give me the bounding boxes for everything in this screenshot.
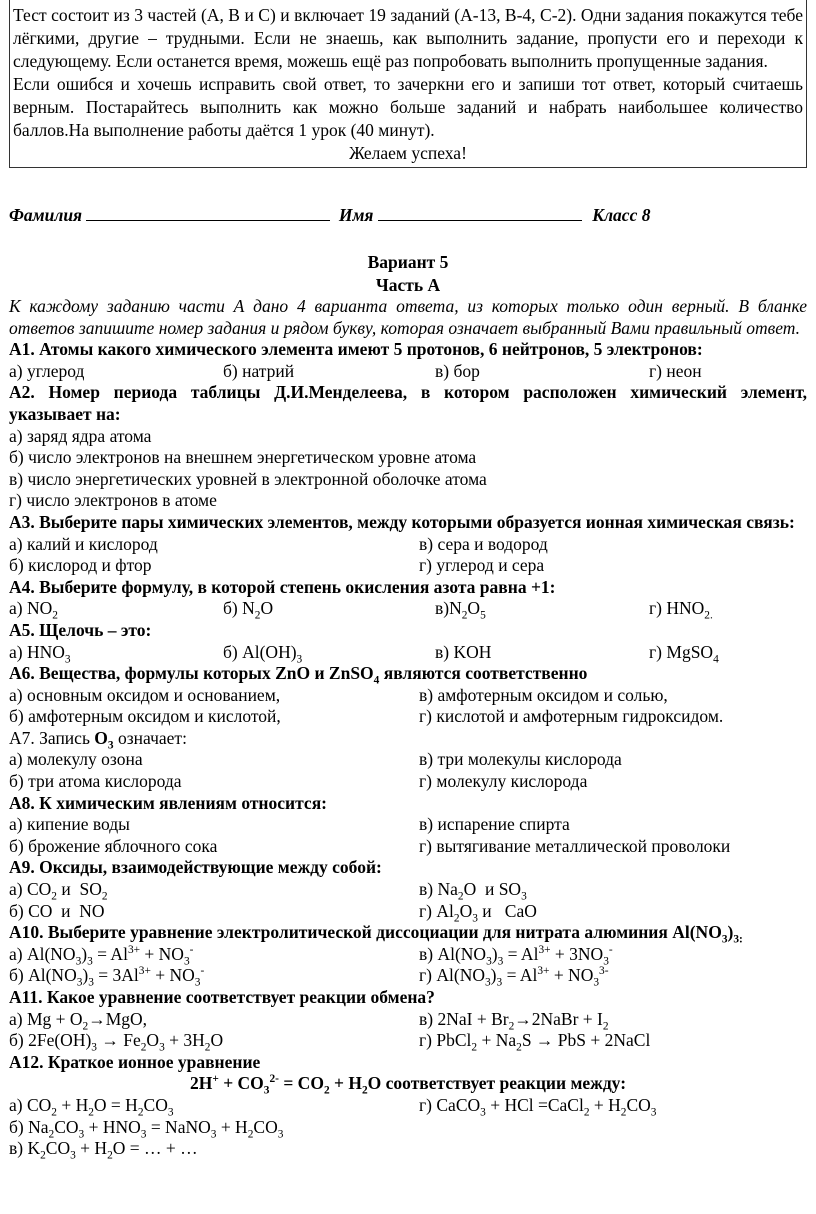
option: в) сера и водород xyxy=(419,533,548,554)
worksheet-page xyxy=(9,0,807,1160)
question-a5: А5. Щелочь – это: xyxy=(9,619,152,640)
option: а) заряд ядра атома xyxy=(9,425,152,446)
option: в) $2NaI + Br_2\to 2NaBr + I_2$ xyxy=(419,1008,609,1033)
option: г) кислотой и амфотерным гидроксидом. xyxy=(419,706,724,727)
question-a12: А12. Краткое ионное уравнение xyxy=(9,1051,261,1072)
option: в) три молекулы кислорода xyxy=(419,749,622,770)
option: б) кислород и фтор xyxy=(9,555,152,576)
question-a12-equation: $2H^+ + CO_3^{2-} = CO_2 + H_2O$ соответствует реакции между: xyxy=(189,1073,627,1097)
option: б) $Na_2CO_3 + HNO_3$ = NaNO$_3$ + $H_2CO_3$ xyxy=(9,1116,284,1141)
option: а) $Mg + O_2\to MgO$, xyxy=(9,1008,148,1033)
option: а) калий и кислород xyxy=(9,533,158,554)
option: а) $HNO_3$ xyxy=(9,641,71,665)
options-a4 xyxy=(9,598,807,620)
option: г) PbCl$_2$ + $Na_2S$ → PbS + 2NaCl xyxy=(419,1030,651,1054)
option: а) $Al(NO_3)_3 = Al^{3+} + NO_3^-$ xyxy=(9,943,194,968)
question-a6: А6. Вещества, формулы которых ZnO и ZnSO$_4$ являются соответственно xyxy=(9,663,588,687)
option: г) $Al(NO_3)_3 = Al^{3+} + NO_3^{3-}$ xyxy=(419,965,609,989)
question-a4: А4. Выберите формулу, в которой степень окисления азота равна +1: xyxy=(9,576,556,597)
option: в) испарение спирта xyxy=(419,814,570,835)
option: г) MgSO$_4$ xyxy=(649,641,719,665)
options-a10-row1 xyxy=(9,944,807,966)
option: г) $HNO_{2.}$ xyxy=(649,598,713,622)
option: б) три атома кислорода xyxy=(9,771,182,792)
option: в) амфотерным оксидом и солью, xyxy=(419,684,668,705)
question-a7: А7. Запись $O_3$ означает: xyxy=(9,727,187,752)
surname-field[interactable] xyxy=(86,206,330,221)
options-a3-row2 xyxy=(9,555,807,577)
options-a12-row1 xyxy=(9,1095,807,1117)
option: в) бор xyxy=(435,360,480,381)
options-a3-row1 xyxy=(9,534,807,556)
option: г) молекулу кислорода xyxy=(419,771,588,792)
options-a8-row2 xyxy=(9,836,807,858)
option: а) основным оксидом и основанием, xyxy=(9,684,281,705)
option: $в)N_2O_5$ xyxy=(435,598,486,622)
option: а) $NO_2$ xyxy=(9,598,58,622)
option: б) $Al(NO_3)_3 = 3Al^{3+} + NO_3^-$ xyxy=(9,965,205,989)
option: г) неон xyxy=(649,360,702,381)
option: б) $Al(OH)_3$ xyxy=(223,641,303,665)
option: г) CaCO$_3$ + HCl =CaCl$_2$ + $H_2CO_3$ xyxy=(419,1094,657,1119)
option: в) KOH xyxy=(435,641,492,662)
question-a3: А3. Выберите пары химических элементов, между которыми образуется ионная химическая связь: xyxy=(9,511,795,532)
options-a6-row2 xyxy=(9,706,807,728)
options-a9-row1 xyxy=(9,879,807,901)
option: г) углерод и сера xyxy=(419,555,545,576)
part-title: Часть А xyxy=(375,275,441,295)
option: г) вытягивание металлической проволоки xyxy=(419,835,731,856)
options-a7-row1 xyxy=(9,749,807,771)
question-a1: А1. Атомы какого химического элемента имеют 5 протонов, 6 нейтронов, 5 электронов: xyxy=(9,339,703,360)
question-a2: А2. Номер периода таблицы Д.И.Менделеева, в котором расположен химический элемент, указывает на: xyxy=(9,382,807,424)
option: г) число электронов в атоме xyxy=(9,490,217,511)
option: а) углерод xyxy=(9,360,85,381)
intro-wish: Желаем успеха! xyxy=(349,143,467,163)
options-a5 xyxy=(9,642,807,664)
name-field[interactable] xyxy=(378,206,582,221)
question-a9: А9. Оксиды, взаимодействующие между собой: xyxy=(9,857,382,878)
options-a1 xyxy=(9,361,807,383)
class-label: Класс 8 xyxy=(592,205,651,225)
option: б) $2Fe(OH)_3 \to Fe_2O_3 + 3H_2O$ xyxy=(9,1030,224,1054)
question-a10: А10. Выберите уравнение электролитической диссоциации для нитрата алюминия $Al(NO_3)_{3:}$ xyxy=(9,922,743,946)
question-a8: А8. К химическим явлениям относится: xyxy=(9,792,327,813)
option: а) молекулу озона xyxy=(9,749,143,770)
intro-box xyxy=(9,0,807,168)
option: б) $N_2O$ xyxy=(223,598,274,622)
option: в) число энергетических уровней в электронной оболочке атома xyxy=(9,468,487,489)
option: в) $Al(NO_3)_3 = Al^{3+} + 3NO_3^-$ xyxy=(419,943,613,968)
option: в) $Na_2O$ и $SO_3$ xyxy=(419,879,527,903)
student-info-line xyxy=(9,203,807,227)
options-a8-row1 xyxy=(9,814,807,836)
option: а) $CO_2$ и $SO_2$ xyxy=(9,879,108,903)
options-a11-row1 xyxy=(9,1009,807,1031)
options-a7-row2 xyxy=(9,771,807,793)
option: б) число электронов на внешнем энергетическом уровне атома xyxy=(9,447,477,468)
option: б) амфотерным оксидом и кислотой, xyxy=(9,706,281,727)
option: в) $K_2CO_3 + H_2O$ = … + … xyxy=(9,1138,198,1162)
options-a6-row1 xyxy=(9,685,807,707)
variant-title: Вариант 5 xyxy=(367,252,449,272)
question-a11: А11. Какое уравнение соответствует реакции обмена? xyxy=(9,987,435,1007)
option: а) $CO_2 + H_2O = H_2CO_3$ xyxy=(9,1094,174,1119)
option: а) кипение воды xyxy=(9,814,130,835)
options-a10-row2 xyxy=(9,965,807,987)
option: б) брожение яблочного сока xyxy=(9,835,218,856)
intro-paragraph-2: Если ошибся и хочешь исправить свой ответ, то зачеркни его и запиши тот ответ, который считаешь верным. Постарайтесь выполнить как можно больше заданий и набрать наибольшее количество баллов.На выполнение работы даётся 1 урок (40 минут). xyxy=(13,74,803,140)
option: б) натрий xyxy=(223,360,295,381)
option: г) $Al_2O_3$ и CaO xyxy=(419,900,537,925)
name-label: Имя xyxy=(338,205,374,225)
intro-paragraph-1: Тест состоит из 3 частей (А, В и С) и включает 19 заданий (А-13, В-4, С-2). Одни задания покажутся тебе лёгкими, другие – трудными. Если не знаешь, как выполнить задание, пропусти его и переходи к следующему. Если останется время, можешь ещё раз попробовать выполнить пропущенные задания. xyxy=(13,5,803,71)
options-a11-row2 xyxy=(9,1030,807,1052)
options-a9-row2 xyxy=(9,901,807,923)
part-instruction: К каждому заданию части А дано 4 варианта ответа, из которых только один верный. В бланке ответов запишите номер задания и рядом букву, которая означает выбранный Вами правильный ответ. xyxy=(9,296,807,338)
option: б) CO и NO xyxy=(9,900,105,921)
surname-label: Фамилия xyxy=(9,205,83,225)
